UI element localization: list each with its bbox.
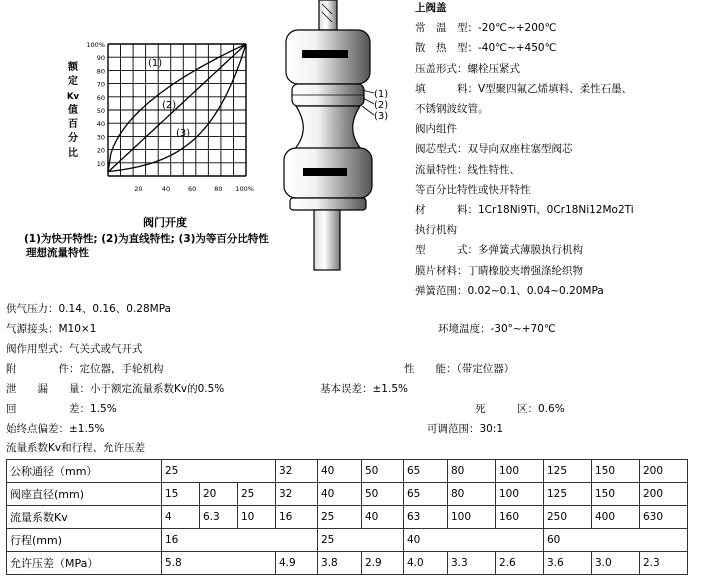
y-tick-label: 80 bbox=[96, 67, 105, 76]
y-axis-label-char: 定 bbox=[68, 76, 78, 87]
table-cell: 80 bbox=[448, 483, 496, 506]
y-tick-label: 40 bbox=[96, 120, 105, 129]
x-tick-label: 40 bbox=[161, 185, 171, 193]
table-cell: 4.0 bbox=[404, 552, 448, 575]
y-axis-label-char: Kv bbox=[66, 92, 80, 102]
x-tick-label: 20 bbox=[134, 185, 143, 193]
spec-line: 上阀盖 bbox=[415, 2, 447, 14]
valve-callout-2: (2) bbox=[374, 100, 389, 111]
table-cell: 5.8 bbox=[162, 552, 276, 575]
table-cell: 32 bbox=[276, 483, 318, 506]
table-cell: 65 bbox=[404, 460, 448, 483]
chart-x-axis-label: 阀门开度 bbox=[143, 216, 187, 229]
table-cell: 60 bbox=[544, 529, 688, 552]
table-cell: 6.3 bbox=[200, 506, 238, 529]
y-tick-label: 30 bbox=[96, 133, 105, 142]
table-cell: 25 bbox=[162, 460, 276, 483]
spec-line: 压盖形式：螺栓压紧式 bbox=[415, 62, 520, 75]
chart-caption-line2: 理想流量特性 bbox=[26, 247, 89, 259]
table-cell: 2.6 bbox=[496, 552, 544, 575]
action-type: 阀作用型式：气关式或气开式 bbox=[6, 343, 143, 355]
spec-line: 填 料：V型聚四氟乙烯填料、柔性石墨、 bbox=[415, 82, 633, 95]
spec-line: 阀芯型式：双导向双座柱塞型阀芯 bbox=[415, 143, 573, 156]
basic-error: 基本误差：±1.5% bbox=[320, 383, 408, 395]
table-cell: 100 bbox=[496, 483, 544, 506]
x-tick-label: 100% bbox=[235, 185, 254, 193]
table-cell: 63 bbox=[404, 506, 448, 529]
chart-y-ticks bbox=[86, 41, 105, 168]
x-tick-label: 60 bbox=[188, 185, 197, 193]
valve-stem bbox=[319, 0, 337, 30]
y-tick-label: 10 bbox=[96, 159, 105, 168]
end-point-deviation: 始终点偏差：±1.5% bbox=[6, 423, 105, 435]
valve-callout-3: (3) bbox=[374, 111, 389, 122]
y-axis-label-char: 比 bbox=[68, 148, 78, 159]
table-cell: 3.8 bbox=[318, 552, 362, 575]
table-cell: 4.9 bbox=[276, 552, 318, 575]
curve-label-2: (2) bbox=[162, 100, 177, 111]
table-cell: 25 bbox=[238, 483, 276, 506]
table-cell: 3.6 bbox=[544, 552, 592, 575]
lower-body-slot bbox=[303, 168, 347, 176]
table-cell: 150 bbox=[592, 483, 640, 506]
table-cell: 80 bbox=[448, 460, 496, 483]
row-header: 公称通径（mm） bbox=[7, 460, 162, 483]
table-cell: 200 bbox=[640, 483, 688, 506]
ambient-temperature: 环境温度：-30°~+70℃ bbox=[438, 323, 556, 335]
table-cell: 160 bbox=[496, 506, 544, 529]
valve-callout-1: (1) bbox=[374, 89, 389, 100]
performance-label: 性 能：（带定位器） bbox=[404, 363, 515, 375]
spec-line: 散 热 型：-40℃~+450℃ bbox=[415, 42, 557, 55]
table-cell: 150 bbox=[592, 460, 640, 483]
table-cell: 40 bbox=[318, 483, 362, 506]
flow-characteristic-chart bbox=[0, 0, 270, 270]
table-cell: 125 bbox=[544, 460, 592, 483]
table-cell: 3.0 bbox=[592, 552, 640, 575]
y-axis-label-char: 值 bbox=[68, 105, 78, 116]
table-row bbox=[7, 529, 688, 552]
y-tick-label: 50 bbox=[96, 107, 105, 115]
spec-line: 弹簧范围：0.02~0.1、0.04~0.20MPa bbox=[415, 284, 604, 297]
x-tick-label: 80 bbox=[214, 185, 223, 193]
dead-band: 死 区：0.6% bbox=[475, 403, 565, 415]
table-cell: 630 bbox=[640, 506, 688, 529]
table-cell: 15 bbox=[162, 483, 200, 506]
table-cell: 16 bbox=[162, 529, 318, 552]
table-cell: 10 bbox=[238, 506, 276, 529]
table-row bbox=[7, 483, 688, 506]
chart-curves bbox=[108, 44, 246, 172]
table-cell: 400 bbox=[592, 506, 640, 529]
spec-line: 常 温 型：-20℃~+200℃ bbox=[415, 22, 557, 35]
spec-line: 执行机构 bbox=[415, 224, 457, 237]
table-cell: 4 bbox=[162, 506, 200, 529]
spec-line: 等百分比特性或快开特性 bbox=[415, 183, 531, 196]
table-cell: 125 bbox=[544, 483, 592, 506]
table-cell: 40 bbox=[404, 529, 544, 552]
table-cell: 25 bbox=[318, 506, 362, 529]
y-tick-label: 70 bbox=[96, 80, 105, 89]
table-cell: 32 bbox=[276, 460, 318, 483]
table-cell: 100 bbox=[496, 460, 544, 483]
table-row bbox=[7, 506, 688, 529]
y-tick-label: 100% bbox=[86, 41, 105, 49]
table-title: 流量系数Kv和行程、允许压差 bbox=[6, 442, 146, 454]
table-cell: 200 bbox=[640, 460, 688, 483]
spec-line: 流量特性：线性特性、 bbox=[415, 163, 520, 176]
y-axis-label-char: 分 bbox=[68, 133, 78, 144]
row-header: 流量系数Kv bbox=[7, 506, 162, 529]
chart-caption-line1: (1)为快开特性; (2)为直线特性; (3)为等百分比特性 bbox=[24, 233, 269, 245]
spec-line: 不锈钢波纹管。 bbox=[415, 103, 489, 115]
row-header: 行程(mm) bbox=[7, 529, 162, 552]
table-cell: 16 bbox=[276, 506, 318, 529]
y-tick-label: 60 bbox=[96, 93, 105, 102]
upper-bonnet-slot bbox=[302, 50, 348, 58]
curve-label-1: (1) bbox=[148, 58, 163, 69]
table-row bbox=[7, 552, 688, 575]
accessories: 附 件：定位器，手轮机构 bbox=[6, 363, 164, 375]
y-tick-label: 20 bbox=[96, 146, 105, 155]
valve-body-drawing bbox=[270, 0, 410, 280]
chart-y-axis-label bbox=[67, 60, 80, 159]
table-cell: 20 bbox=[200, 483, 238, 506]
table-cell: 65 bbox=[404, 483, 448, 506]
row-header: 阀座直径(mm) bbox=[7, 483, 162, 506]
row-header: 允许压差（MPa） bbox=[7, 552, 162, 575]
table-row bbox=[7, 460, 688, 483]
curve-linear bbox=[108, 44, 246, 172]
table-cell: 25 bbox=[318, 529, 404, 552]
table-cell: 40 bbox=[362, 506, 404, 529]
supply-pressure: 供气压力：0.14、0.16、0.28MPa bbox=[6, 303, 171, 315]
spec-line: 型 式：多弹簧式薄膜执行机构 bbox=[415, 244, 583, 257]
table-cell: 3.3 bbox=[448, 552, 496, 575]
table-cell: 40 bbox=[318, 460, 362, 483]
spec-line: 阀内组件 bbox=[415, 123, 457, 136]
hysteresis: 回 差：1.5% bbox=[6, 403, 117, 415]
table-cell: 2.3 bbox=[640, 552, 688, 575]
y-axis-label-char: 百 bbox=[68, 119, 78, 130]
table-cell: 100 bbox=[448, 506, 496, 529]
curve-label-3: (3) bbox=[176, 128, 191, 139]
flow-coefficient-table bbox=[6, 459, 688, 575]
table-cell: 250 bbox=[544, 506, 592, 529]
spec-line: 膜片材料：丁睛橡胶夹增强涤纶织物 bbox=[415, 264, 583, 277]
valve-waist bbox=[294, 106, 362, 150]
air-connection: 气源接头：M10×1 bbox=[6, 323, 97, 335]
y-tick-label: 90 bbox=[96, 54, 105, 63]
adjustable-range: 可调范围：30:1 bbox=[427, 423, 504, 435]
table-cell: 2.9 bbox=[362, 552, 404, 575]
table-cell: 50 bbox=[362, 483, 404, 506]
chart-x-ticks bbox=[134, 185, 254, 193]
y-axis-label-char: 额 bbox=[68, 62, 78, 73]
table-cell: 50 bbox=[362, 460, 404, 483]
leakage: 泄 漏 量：小于额定流量系数Kv的0.5% bbox=[6, 383, 225, 395]
spec-line: 材 料：1Cr18Ni9Ti、0Cr18Ni12Mo2Ti bbox=[415, 204, 634, 216]
